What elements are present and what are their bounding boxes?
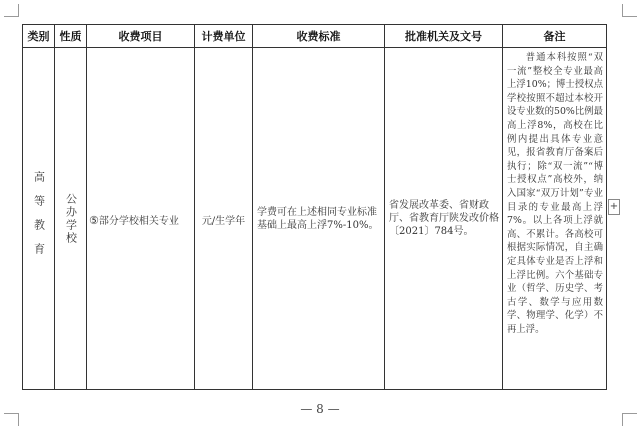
item-cell bbox=[87, 48, 195, 390]
note-text: 普通本科按照“双一流”整校全专业最高上浮10%；博士授权点学校按照不超过本校开设专业数的50%比例最高上浮8%，高校在比例内提出具体专业意见，报省教育厅备案后执行；除“双一流”“博士授权点”高校外，纳入国家“双万计划”专业目录的专业最高上浮7%。以上各项上浮就高、不累计。各高校可根据实际情况，自主确定具体专业是否上浮和上浮比例。六个基础专业（哲学、历史学、考古学、数学与应用数学、物理学、化学）不再上浮。 bbox=[507, 52, 603, 335]
header-category: 类别 bbox=[23, 25, 55, 48]
header-note: 备注 bbox=[503, 25, 607, 48]
nature-cell bbox=[55, 48, 87, 390]
table-header-row bbox=[23, 25, 607, 48]
page-number: — 8 — bbox=[300, 402, 340, 416]
unit-text: 元/生学年 bbox=[201, 216, 246, 227]
standard-text: 学费可在上述相同专业标准基础上最高上浮7%-10%。 bbox=[257, 206, 379, 231]
header-authority: 批准机关及文号 bbox=[385, 25, 503, 48]
table-row bbox=[23, 48, 607, 390]
header-item: 收费项目 bbox=[87, 25, 195, 48]
note-cell bbox=[503, 48, 607, 390]
item-number: ⑤ bbox=[89, 214, 99, 227]
unit-cell bbox=[195, 48, 253, 390]
category-cell bbox=[23, 48, 55, 390]
expand-button[interactable]: + bbox=[608, 199, 620, 215]
crop-mark-top-right bbox=[622, 4, 637, 17]
standard-cell bbox=[253, 48, 385, 390]
fee-table bbox=[22, 24, 607, 390]
authority-cell bbox=[385, 48, 503, 390]
authority-text: 省发展改革委、省财政厅、省教育厅陕发改价格〔2021〕784号。 bbox=[389, 200, 499, 237]
nature-text: 公办学校 bbox=[64, 192, 78, 245]
item-text: 部分学校相关专业 bbox=[98, 216, 179, 227]
header-standard: 收费标准 bbox=[253, 25, 385, 48]
header-unit: 计费单位 bbox=[195, 25, 253, 48]
category-text: 高等教育 bbox=[32, 170, 46, 267]
header-nature: 性质 bbox=[55, 25, 87, 48]
crop-mark-top-left bbox=[4, 4, 19, 17]
